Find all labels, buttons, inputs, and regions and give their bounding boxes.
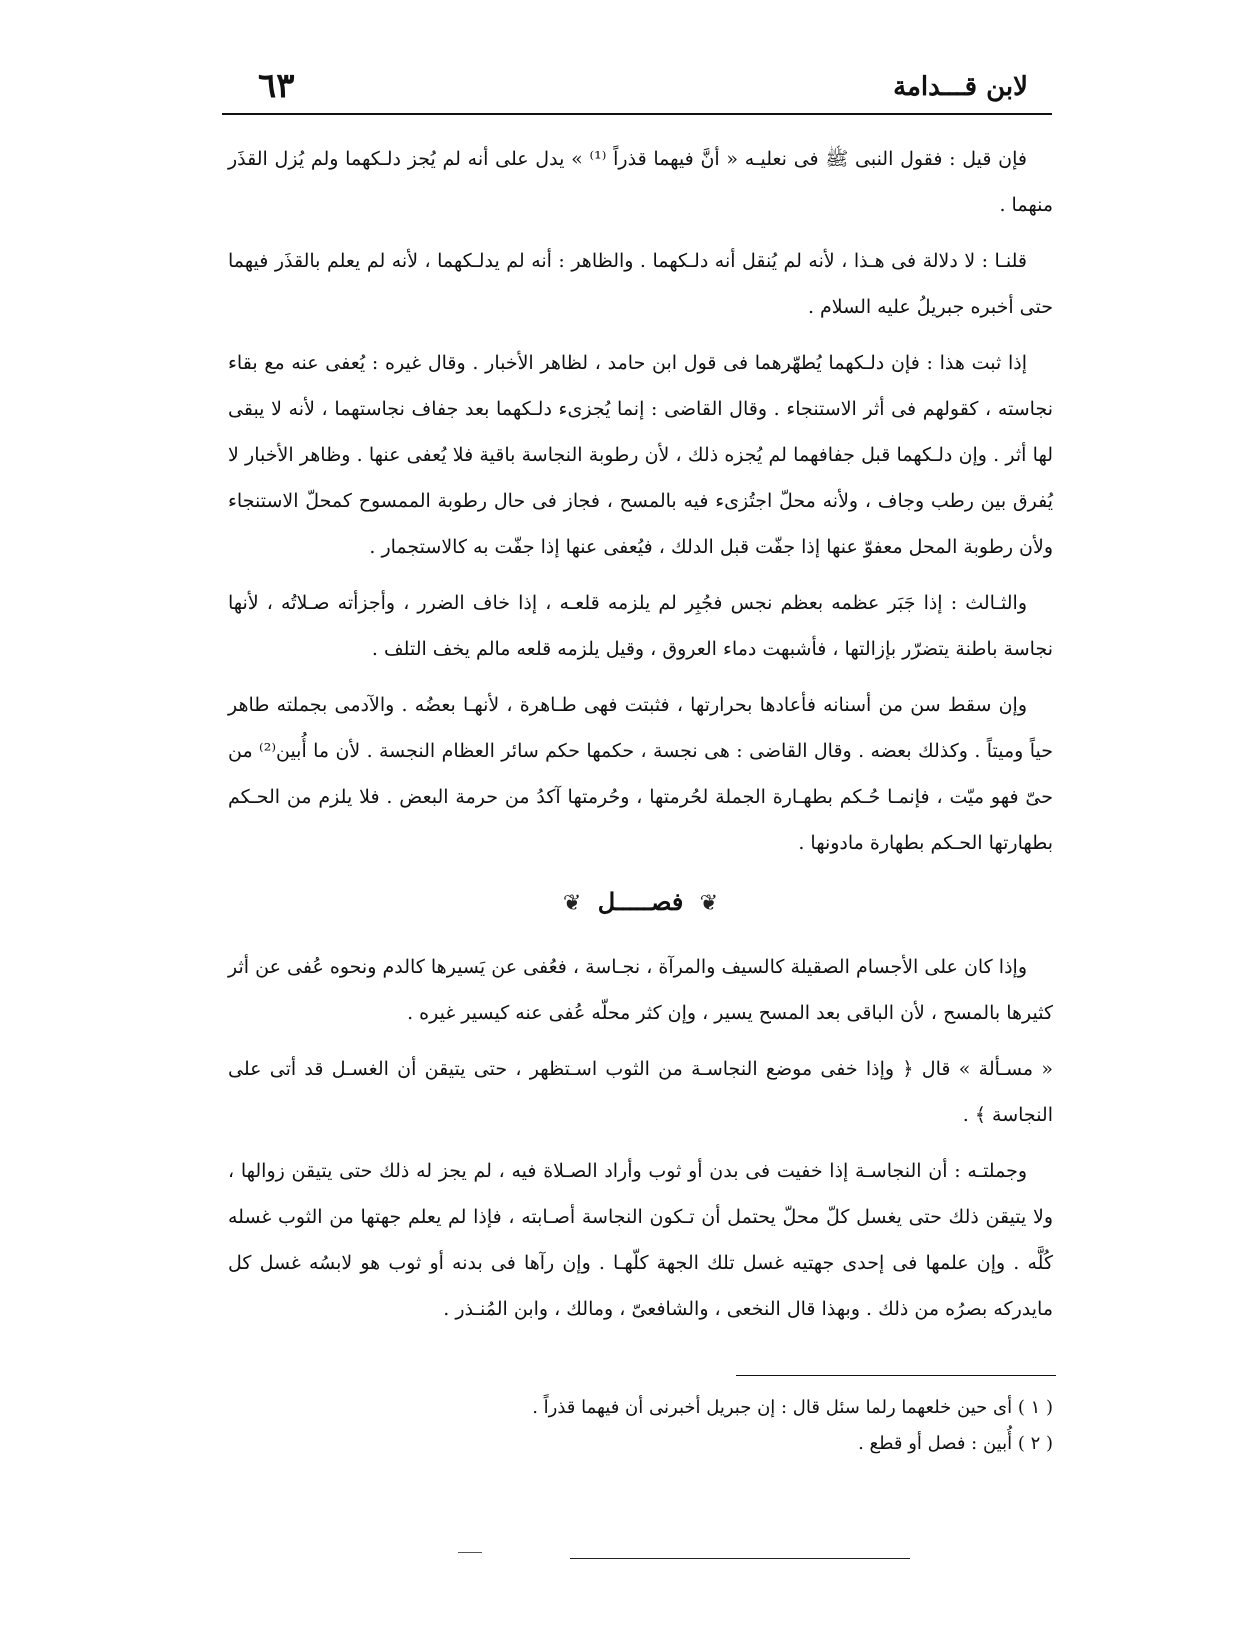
- paragraph: « مسـألة » قال ﴿ وإذا خفى موضع النجاسـة من الثوب اسـتظهر ، حتى يتيقن أن الغسـل قد أتى على النجاسة ﴾ .: [228, 1058, 1053, 1126]
- bottom-rule: [570, 1558, 910, 1559]
- main-text: [228, 136, 1053, 1342]
- page-number: ٦٣: [258, 66, 295, 106]
- paragraph: وإذا كان على الأجسام الصقيلة كالسيف والمرآة ، نجـاسة ، فعُفى عن يَسيرها كالدم ونحوه عُفى عن أثر كثيرها بالمسح ، لأن الباقى بعد المسح يسير ، وإن كثر محلّه عُفى عنه كيسير غيره .: [228, 956, 1053, 1024]
- footnote-rule: [736, 1375, 1056, 1376]
- scan-mark: [458, 1552, 482, 1553]
- ornament-icon: ❦: [699, 891, 719, 916]
- section-heading: [228, 882, 1053, 924]
- footnote: ( ١ ) أى حين خلعهما رلما سئل قال : إن جبريل أخبرنى أن فيهما قذراً .: [532, 1397, 1053, 1418]
- section-title: فصـــــل: [597, 887, 684, 916]
- paragraph: وإن سقط سن من أسنانه فأعادها بحرارتها ، فثبتت فهى طـاهرة ، لأنهـا بعضُه . والآدمى بجملته طاهر حياً وميتاً . وكذلك بعضه . وقال القاضى : هى نجسة ، حكمها حكم سائر العظام النجسة . لأن ما أُبين⁽²⁾ من حىّ فهو ميّت ، فإنمـا حُـكم بطهـارة الجملة لحُرمتها ، وحُرمتها آكدُ من حرمة البعض . فلا يلزم من الحـكم بطهارتها الحـكم بطهارة مادونها .: [228, 694, 1053, 854]
- footnote: ( ٢ ) أُبين : فصل أو قطع .: [858, 1433, 1053, 1454]
- running-title: لابن قـــدامة: [893, 72, 1028, 102]
- paragraph: وجملتـه : أن النجاسـة إذا خفيت فى بدن أو ثوب وأراد الصـلاة فيه ، لم يجز له ذلك حتى يتيقن زوالها ، ولا يتيقن ذلك حتى يغسل كلّ محلّ يحتمل أن تـكون النجاسة أصـابته ، فإذا لم يعلم جهتها من الثوب غسله كُلَّه . وإن علمها فى إحدى جهتيه غسل تلك الجهة كلّهـا . وإن رآها فى بدنه أو ثوب هو لابسُه غسل كل مايدركه بصرُه من ذلك . وبهذا قال النخعى ، والشافعىّ ، ومالك ، وابن المُنـذر .: [228, 1160, 1053, 1320]
- paragraph: والثـالث : إذا جَبَر عظمه بعظم نجس فجُبِر لم يلزمه قلعـه ، إذا خاف الضرر ، وأجزأته صـلاتُه ، لأنها نجاسة باطنة يتضرّر بإزالتها ، فأشبهت دماء العروق ، وقيل يلزمه قلعه مالم يخف التلف .: [228, 592, 1053, 660]
- page-header: [228, 64, 1048, 110]
- footnotes: [400, 1390, 1053, 1462]
- paragraph: فإن قيل : فقول النبى ﷺ فى نعليـه « أنَّ فيهما قذراً ⁽¹⁾ » يدل على أنه لم يُجز دلـكهما ولم يُزل القذَر منهما .: [228, 148, 1053, 216]
- paragraph: قلنـا : لا دلالة فى هـذا ، لأنه لم يُنقل أنه دلـكهما . والظاهر : أنه لم يدلـكهما ، لأنه لم يعلم بالقذَر فيهما حتى أخبره جبريلُ عليه السلام .: [228, 250, 1053, 318]
- paragraph: إذا ثبت هذا : فإن دلـكهما يُطهّرهما فى قول ابن حامد ، لظاهر الأخبار . وقال غيره : يُعفى عنه مع بقاء نجاسته ، كقولهم فى أثر الاستنجاء . وقال القاضى : إنما يُجزىء دلـكهما بعد جفاف نجاستهما ، لأنه لا يبقى لها أثر . وإن دلـكهما قبل جفافهما لم يُجزه ذلك ، لأن رطوبة النجاسة باقية فلا يُعفى عنها . وظاهر الأخبار لا يُفرق بين رطب وجاف ، ولأنه محلّ اجتُزىء فيه بالمسح ، فجاز فى حال رطوبة الممسوح كمحلّ الاستنجاء ولأن رطوبة المحل معفوّ عنها إذا جفّت قبل الدلك ، فيُعفى عنها إذا جفّت به كالاستجمار .: [228, 352, 1053, 558]
- header-rule: [222, 113, 1052, 115]
- ornament-icon: ❦: [562, 891, 582, 916]
